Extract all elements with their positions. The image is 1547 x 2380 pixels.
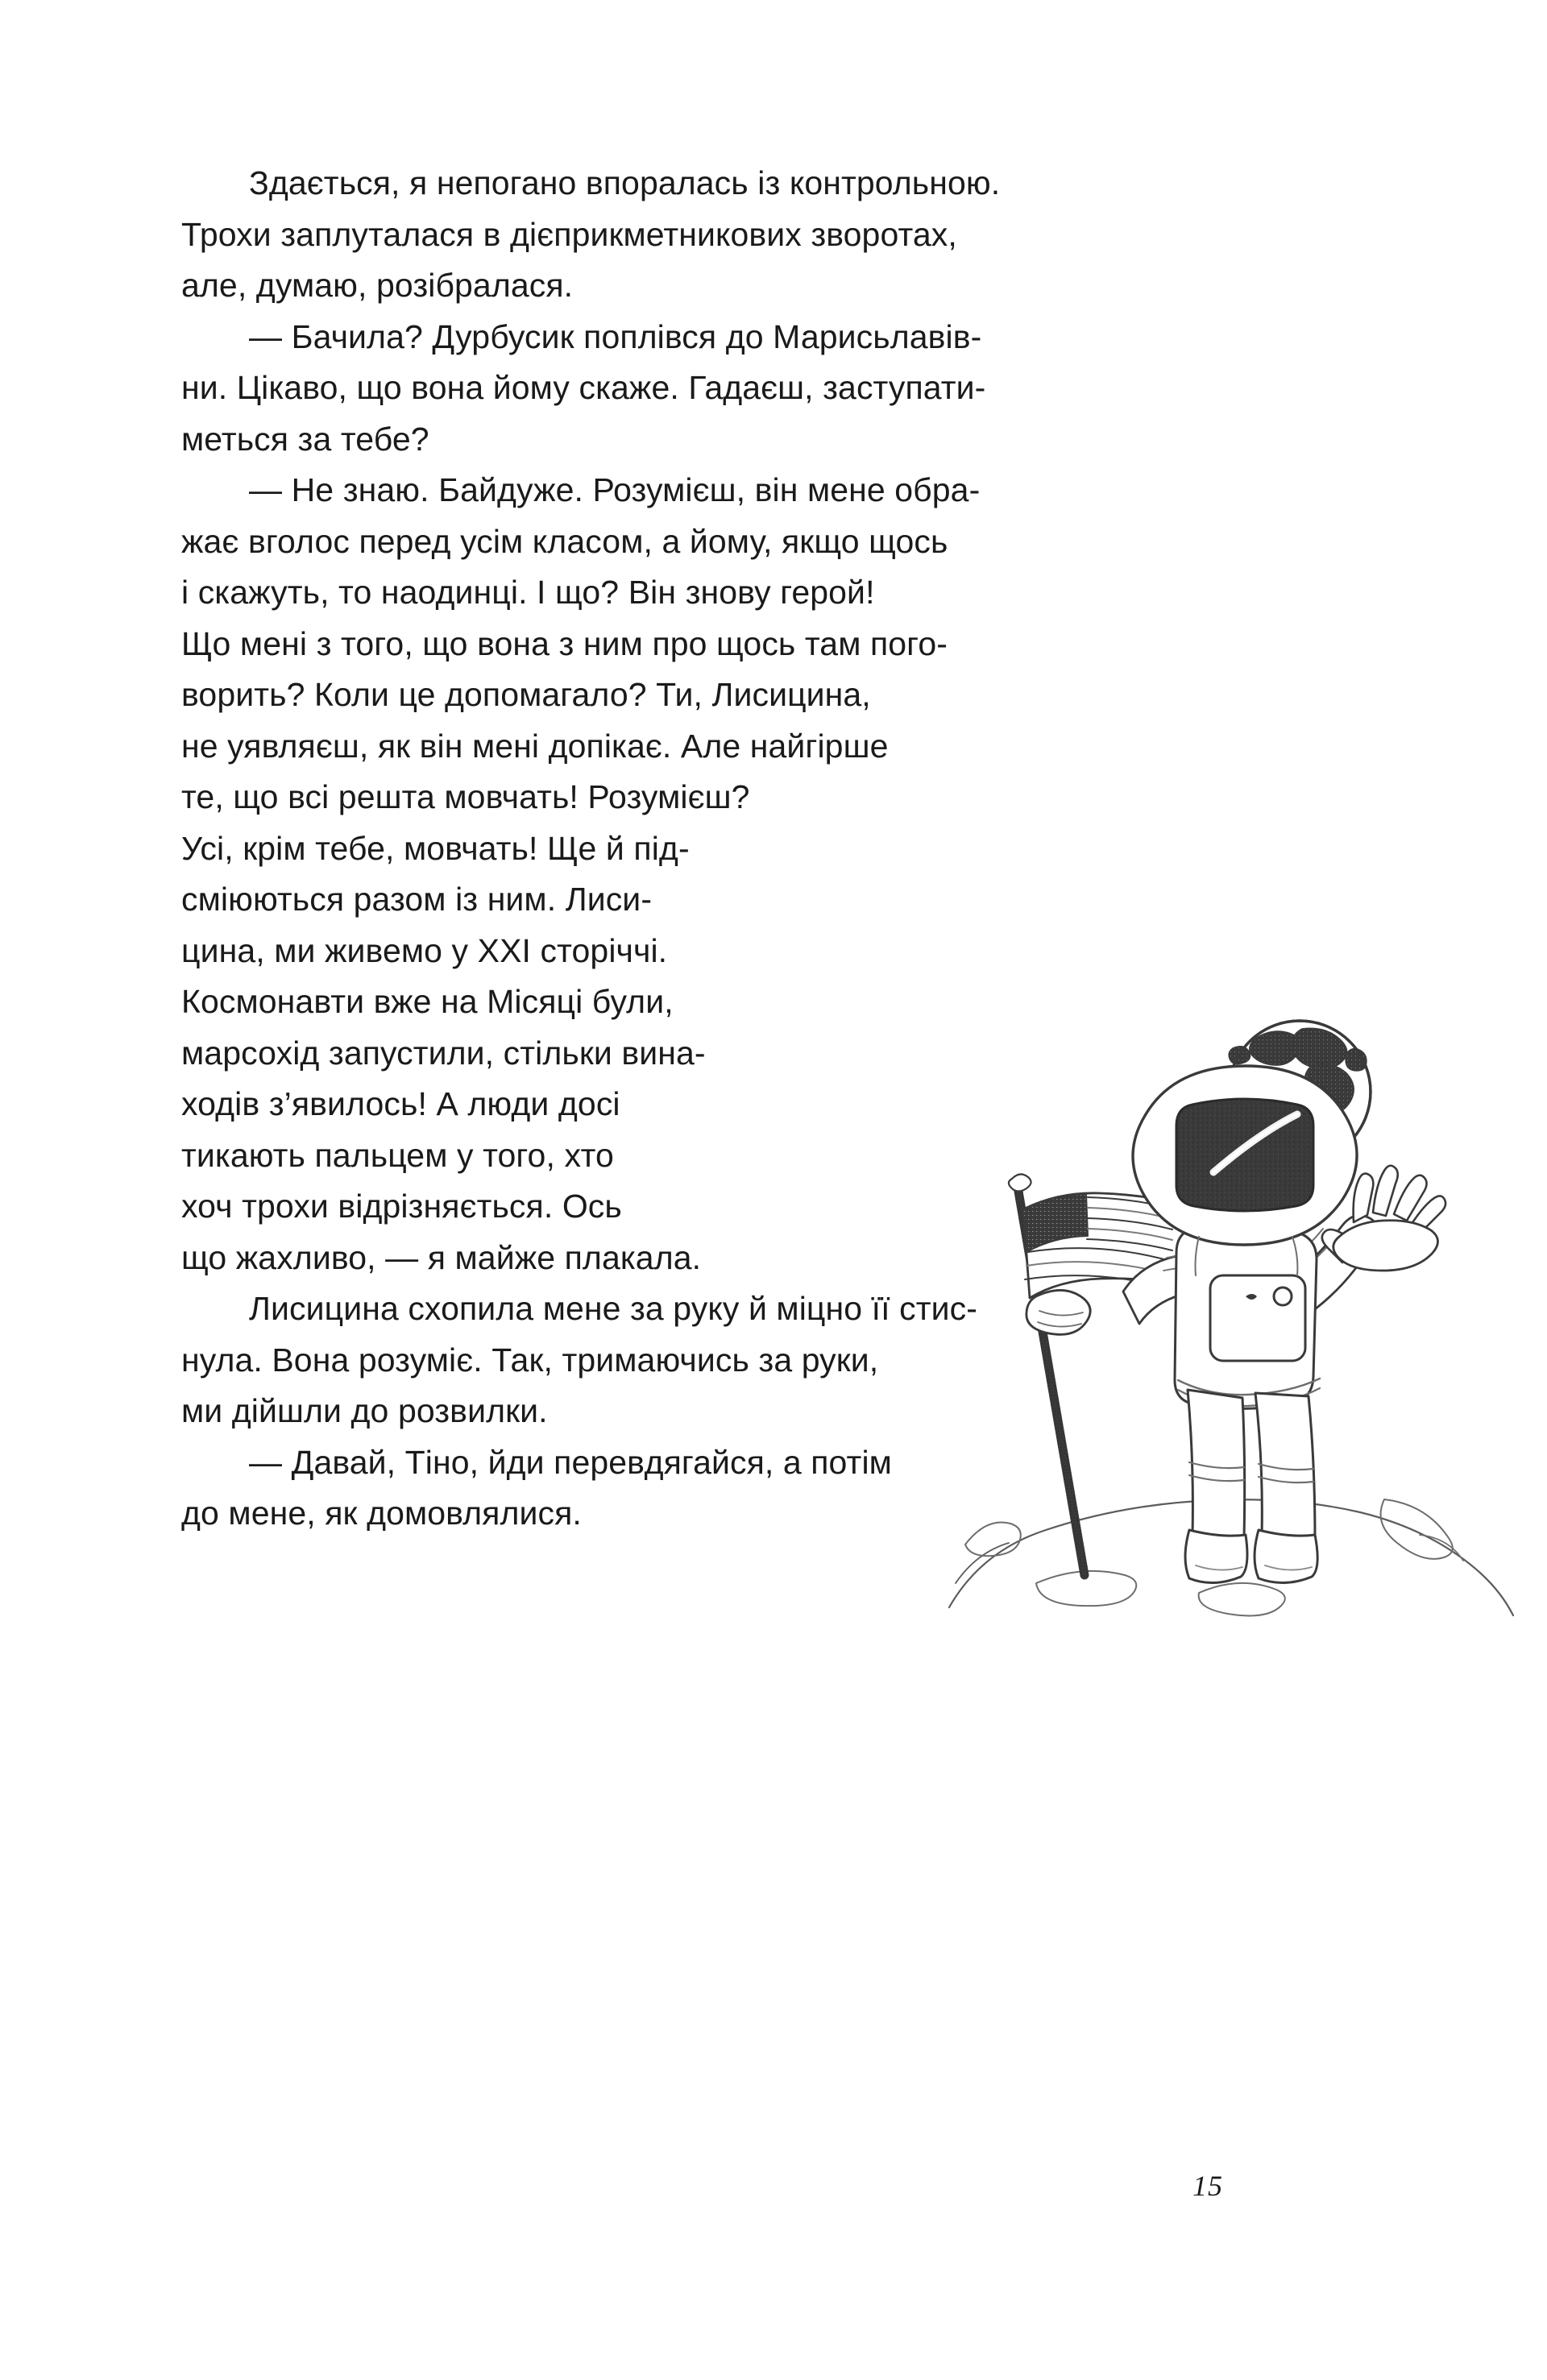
text-line: Лисицина схопила мене за руку й міцно її стис- (249, 1290, 977, 1327)
text-line: — Давай, Тіно, йди перевдягайся, а потім (249, 1443, 892, 1481)
text-line: і скажуть, то наодинці. І що? Він знову герой! (181, 574, 875, 611)
paragraph-3 (181, 465, 1229, 1283)
earth-globe (1226, 1021, 1371, 1163)
astronaut-right-arm (1279, 1216, 1377, 1309)
text-line: Космонавти вже на Місяці були, (181, 983, 674, 1020)
paragraph-4 (181, 1283, 1229, 1437)
text-line: ворить? Коли це допомагало? Ти, Лисицина, (181, 676, 871, 713)
text-line: цина, ми живемо у XXI сторіччі. (181, 931, 668, 969)
astronaut-right-leg (1255, 1393, 1315, 1538)
text-line: нула. Вона розуміє. Так, тримаючись за руки, (181, 1341, 879, 1379)
page-body-text (181, 158, 1229, 1540)
text-line: хоч трохи відрізняється. Ось (181, 1188, 622, 1225)
text-line: Усі, крім тебе, мовчать! Ще й під- (181, 829, 690, 867)
text-line: Що мені з того, що вона з ним про щось там пого- (181, 624, 948, 662)
text-line: але, думаю, розібралася. (181, 267, 574, 304)
paragraph-5 (181, 1437, 1229, 1540)
text-line: марсохід запустили, стільки вина- (181, 1034, 706, 1072)
text-line: меться за тебе? (181, 420, 429, 458)
text-line: до мене, як домовлялися. (181, 1495, 582, 1532)
astronaut-right-boot (1255, 1530, 1317, 1583)
text-line: ни. Цікаво, що вона йому скаже. Гадаєш, заступати- (181, 369, 986, 406)
text-line: Здається, я непогано впоралась із контрольною. (249, 164, 1001, 201)
text-line: Трохи заплуталася в дієприкметникових зворотах, (181, 215, 957, 253)
text-line: — Не знаю. Байдуже. Розумієш, він мене обра- (249, 471, 981, 508)
paragraph-1 (181, 158, 1229, 312)
text-line: ходів з’явилось! А люди досі (181, 1085, 620, 1122)
text-line: сміюються разом із ним. Лиси- (181, 881, 653, 918)
page-number: 15 (1192, 2170, 1223, 2202)
text-line: що жахливо, — я майже плакала. (181, 1238, 702, 1276)
text-line: — Бачила? Дурбусик поплівся до Марисьлавів- (249, 317, 982, 355)
text-line: тикають пальцем у того, хто (181, 1136, 614, 1174)
text-line: жає вголос перед усім класом, а йому, якщо щось (181, 522, 948, 560)
waving-hand (1322, 1166, 1445, 1271)
text-line: ми дійшли до розвилки. (181, 1392, 548, 1429)
text-line: не уявляєш, як він мені допікає. Але найгірше (181, 727, 889, 765)
text-line: те, що всі решта мовчать! Розумієш? (181, 778, 750, 815)
paragraph-2 (181, 312, 1229, 466)
